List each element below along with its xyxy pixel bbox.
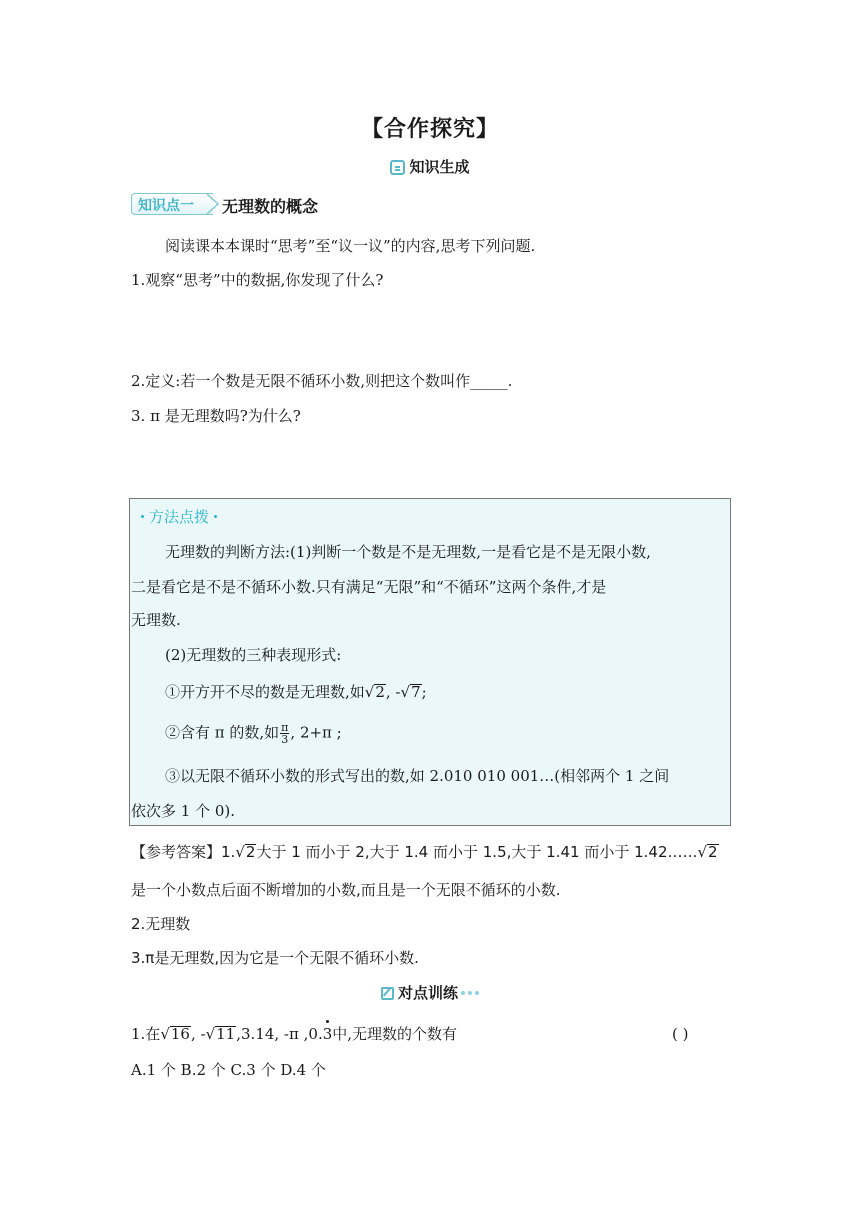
method-box-header-text: 方法点拨 xyxy=(149,508,210,526)
training-header xyxy=(0,982,860,1003)
method-item-1 xyxy=(165,682,427,702)
sqrt-7: √7 xyxy=(400,683,421,701)
sqrt-16: √16 xyxy=(160,1025,190,1043)
answer-label: 【参考答案】 xyxy=(131,843,222,861)
method-item-1-pre: ①开方开不尽的数是无理数,如 xyxy=(165,683,365,701)
answer-line-2: 是一个小数点后面不断增加的小数,而且是一个无限不循环的小数. xyxy=(131,881,561,899)
question-2: 2.定义:若一个数是无限不循环小数,则把这个数叫作_____. xyxy=(131,372,513,390)
dots-decoration xyxy=(458,984,479,1002)
answer-sqrt-2b: √2 xyxy=(697,843,718,861)
chevron-right-icon xyxy=(206,193,220,215)
answer-3: 3.π是无理数,因为它是一个无限不循环小数. xyxy=(131,949,419,967)
repeating-digit: 3 xyxy=(322,1025,333,1043)
method-item-2-end: , 2+π ; xyxy=(290,723,342,742)
method-item-2-pre: ②含有 π 的数,如 xyxy=(165,723,280,742)
method-item-3-line-1: ③以无限不循环小数的形式写出的数,如 2.010 010 001…(相邻两个 1 之间 xyxy=(165,767,670,785)
answer-bracket[interactable]: ( ) xyxy=(672,1025,689,1043)
method-line-4: (2)无理数的三种表现形式: xyxy=(165,646,342,664)
method-line-2: 二是看它是不是不循环小数.只有满足“无限”和“不循环”这两个条件,才是 xyxy=(131,578,607,596)
method-item-1-mid: , - xyxy=(385,683,401,701)
section-subtitle-text: 知识生成 xyxy=(409,158,470,176)
exercise-1-sep: , - xyxy=(190,1025,206,1043)
book-icon xyxy=(390,160,405,175)
exercise-1 xyxy=(131,1024,457,1044)
page-title: 【合作探究】 xyxy=(360,117,499,142)
section-subtitle xyxy=(0,156,860,177)
exercise-1-mid: ,3.14, -π ,0. xyxy=(236,1025,323,1043)
method-item-1-end: ; xyxy=(421,683,427,701)
exercise-1-post: 中,无理数的个数有 xyxy=(332,1025,458,1043)
answer-2: 2.无理数 xyxy=(131,915,191,933)
method-item-3-line-2: 依次多 1 个 0). xyxy=(131,802,236,820)
knowledge-point-tag: 知识点一 xyxy=(138,198,194,214)
knowledge-point-title: 无理数的概念 xyxy=(222,197,319,216)
training-title: 对点训练 xyxy=(397,984,458,1002)
answer-line-1 xyxy=(131,842,719,862)
method-line-3: 无理数. xyxy=(131,611,181,629)
exercise-1-options: A.1 个 B.2 个 C.3 个 D.4 个 xyxy=(131,1061,326,1079)
pencil-icon xyxy=(381,987,394,1000)
question-1: 1.观察“思考”中的数据,你发现了什么? xyxy=(131,271,384,289)
method-line-1: 无理数的判断方法:(1)判断一个数是不是无理数,一是看它是不是无限小数, xyxy=(165,543,651,561)
sqrt-2: √2 xyxy=(364,683,385,701)
answer-1-text: 大于 1 而小于 2,大于 1.4 而小于 1.5,大于 1.41 而小于 1.42…… xyxy=(256,843,698,861)
method-item-2 xyxy=(165,722,342,745)
method-box-header xyxy=(136,506,222,527)
fraction-pi-over-3: $\frac{\pi}{3}$ xyxy=(281,721,289,746)
question-3: 3. π 是无理数吗?为什么? xyxy=(131,407,301,425)
sqrt-11: √11 xyxy=(205,1025,236,1043)
answer-1-start: 1. xyxy=(221,843,236,861)
intro-text: 阅读课本本课时“思考”至“议一议”的内容,思考下列问题. xyxy=(165,237,536,255)
exercise-1-pre: 1.在 xyxy=(131,1025,161,1043)
answer-sqrt-2: √2 xyxy=(235,843,256,861)
